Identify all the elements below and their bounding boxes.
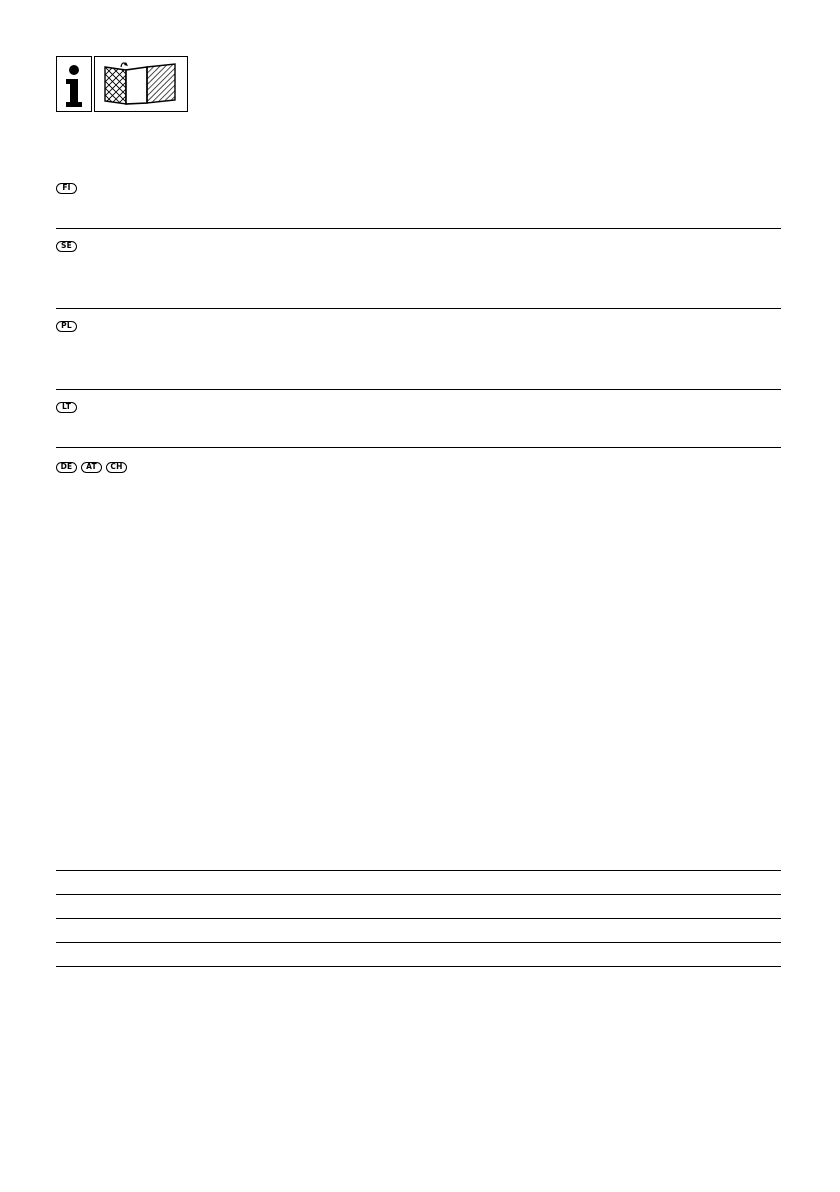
info-icon	[56, 56, 92, 112]
divider	[56, 966, 781, 967]
language-se	[56, 239, 77, 253]
divider	[56, 894, 781, 895]
country-badge: AT	[81, 462, 102, 473]
divider	[56, 918, 781, 919]
language-lt	[56, 400, 77, 414]
fold-out-pages-icon	[94, 56, 188, 112]
header-icons	[56, 56, 188, 114]
divider	[56, 228, 781, 229]
country-badge: DE	[56, 462, 77, 473]
country-badge: LT	[56, 402, 77, 413]
divider	[56, 308, 781, 309]
divider	[56, 447, 781, 448]
country-badge: FI	[56, 183, 77, 194]
language-fi	[56, 181, 77, 195]
divider	[56, 870, 781, 871]
country-badge: SE	[56, 241, 77, 252]
country-badge: PL	[56, 321, 77, 332]
language-pl	[56, 319, 77, 333]
country-badge: CH	[106, 462, 127, 473]
divider	[56, 942, 781, 943]
language-de-at-ch	[56, 460, 127, 474]
divider	[56, 389, 781, 390]
